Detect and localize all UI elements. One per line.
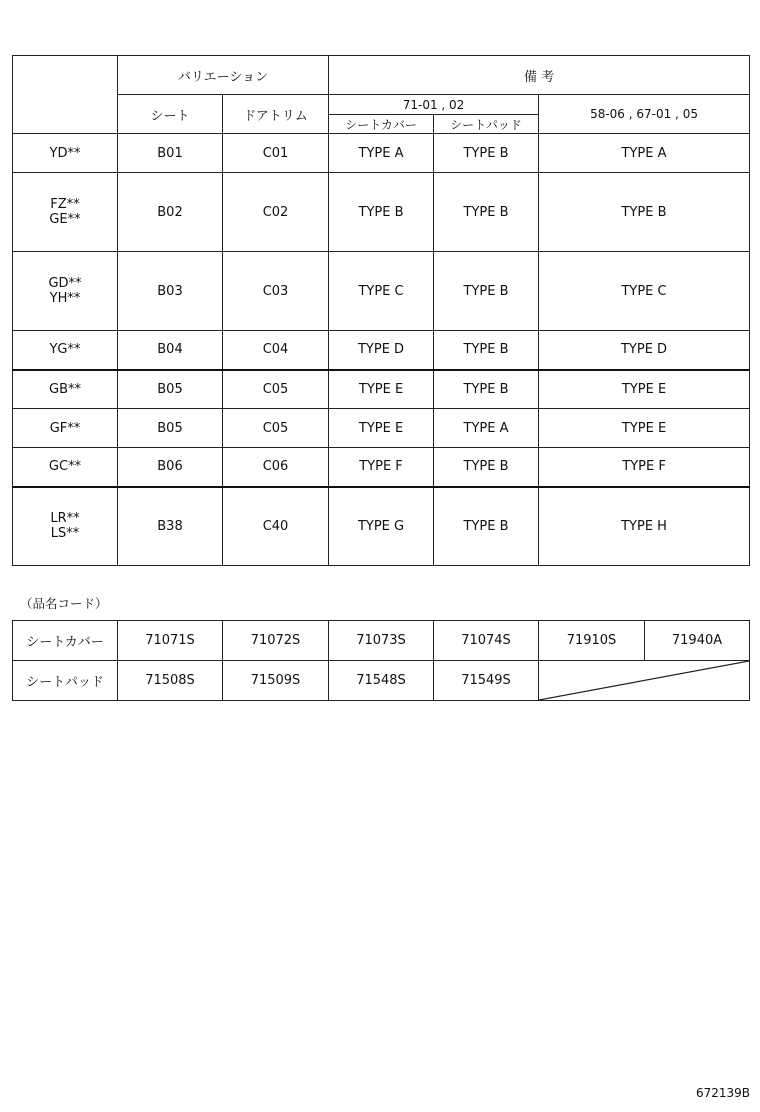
header-seat-cover: シートカバー bbox=[329, 115, 434, 134]
empty-diagonal-cell bbox=[539, 661, 750, 701]
seat-pad-type: TYPE A bbox=[434, 409, 539, 448]
part-code: 71508S bbox=[118, 661, 223, 701]
header-seat-pad: シートパッド bbox=[434, 115, 539, 134]
part-code: 71074S bbox=[434, 621, 539, 661]
table-row bbox=[13, 173, 750, 252]
other-model-type: TYPE D bbox=[539, 331, 750, 370]
header-model-group-b: 58-06 , 67-01 , 05 bbox=[539, 95, 750, 134]
seat-pad-type: TYPE B bbox=[434, 331, 539, 370]
seat-code: B05 bbox=[118, 370, 223, 409]
header-variation: バリエーション bbox=[118, 56, 329, 95]
seat-pad-code-row bbox=[13, 661, 750, 701]
seat-cover-code-row bbox=[13, 621, 750, 661]
variation-code bbox=[13, 487, 118, 566]
seat-pad-type: TYPE B bbox=[434, 252, 539, 331]
seat-pad-type: TYPE B bbox=[434, 370, 539, 409]
seat-pad-label: シートパッド bbox=[13, 661, 118, 701]
seat-cover-type: TYPE G bbox=[329, 487, 434, 566]
header-corner-cell bbox=[13, 56, 118, 134]
header-door-trim: ドアトリム bbox=[223, 95, 329, 134]
seat-cover-type: TYPE C bbox=[329, 252, 434, 331]
seat-pad-type: TYPE B bbox=[434, 448, 539, 487]
seat-cover-type: TYPE E bbox=[329, 409, 434, 448]
header-remarks: 備 考 bbox=[329, 56, 750, 95]
variation-code-line: LR** bbox=[50, 511, 80, 527]
variation-code-line: GE** bbox=[49, 212, 81, 227]
other-model-type: TYPE B bbox=[539, 173, 750, 252]
variation-code: YG** bbox=[13, 331, 118, 370]
part-code-caption: （品名コード） bbox=[20, 596, 108, 611]
seat-pad-type: TYPE B bbox=[434, 487, 539, 566]
seat-code: B02 bbox=[118, 173, 223, 252]
door-trim-code: C05 bbox=[223, 370, 329, 409]
variation-code-line: GD** bbox=[48, 276, 82, 291]
variation-code bbox=[13, 252, 118, 331]
seat-pad-type: TYPE B bbox=[434, 173, 539, 252]
other-model-type: TYPE E bbox=[539, 409, 750, 448]
other-model-type: TYPE C bbox=[539, 252, 750, 331]
variation-code: GB** bbox=[13, 370, 118, 409]
door-trim-code: C40 bbox=[223, 487, 329, 566]
table-row bbox=[13, 370, 750, 409]
door-trim-code: C02 bbox=[223, 173, 329, 252]
door-trim-code: C04 bbox=[223, 331, 329, 370]
table-row bbox=[13, 331, 750, 370]
diagonal-line bbox=[539, 661, 749, 700]
variation-code-line: LS** bbox=[50, 526, 80, 542]
door-trim-code: C06 bbox=[223, 448, 329, 487]
variation-code bbox=[13, 173, 118, 252]
seat-cover-type: TYPE D bbox=[329, 331, 434, 370]
variation-code-line: YH** bbox=[49, 291, 81, 306]
part-code: 71072S bbox=[223, 621, 329, 661]
variation-code: GC** bbox=[13, 448, 118, 487]
table-row bbox=[13, 487, 750, 566]
seat-cover-type: TYPE F bbox=[329, 448, 434, 487]
seat-cover-type: TYPE E bbox=[329, 370, 434, 409]
part-code: 71509S bbox=[223, 661, 329, 701]
table-row bbox=[13, 134, 750, 173]
part-code: 71071S bbox=[118, 621, 223, 661]
other-model-type: TYPE H bbox=[539, 487, 750, 566]
seat-cover-label: シートカバー bbox=[13, 621, 118, 661]
seat-code: B04 bbox=[118, 331, 223, 370]
door-trim-code: C03 bbox=[223, 252, 329, 331]
other-model-type: TYPE E bbox=[539, 370, 750, 409]
seat-code: B03 bbox=[118, 252, 223, 331]
seat-cover-type: TYPE B bbox=[329, 173, 434, 252]
door-trim-code: C01 bbox=[223, 134, 329, 173]
variation-code-line: FZ** bbox=[50, 197, 80, 212]
part-code: 71940A bbox=[645, 621, 750, 661]
other-model-type: TYPE F bbox=[539, 448, 750, 487]
variation-code: GF** bbox=[13, 409, 118, 448]
table-row bbox=[13, 448, 750, 487]
part-code: 71073S bbox=[329, 621, 434, 661]
part-code: 71910S bbox=[539, 621, 645, 661]
variation-table bbox=[12, 55, 750, 566]
seat-code: B01 bbox=[118, 134, 223, 173]
door-trim-code: C05 bbox=[223, 409, 329, 448]
figure-id: 672139B bbox=[695, 1086, 750, 1100]
seat-code: B38 bbox=[118, 487, 223, 566]
part-code: 71548S bbox=[329, 661, 434, 701]
table-row bbox=[13, 252, 750, 331]
seat-code: B05 bbox=[118, 409, 223, 448]
header-seat: シート bbox=[118, 95, 223, 134]
part-code: 71549S bbox=[434, 661, 539, 701]
header-model-group-a: 71-01 , 02 bbox=[329, 95, 539, 115]
part-code-table bbox=[12, 620, 750, 701]
seat-cover-type: TYPE A bbox=[329, 134, 434, 173]
variation-code: YD** bbox=[13, 134, 118, 173]
seat-code: B06 bbox=[118, 448, 223, 487]
seat-pad-type: TYPE B bbox=[434, 134, 539, 173]
table-row bbox=[13, 409, 750, 448]
other-model-type: TYPE A bbox=[539, 134, 750, 173]
